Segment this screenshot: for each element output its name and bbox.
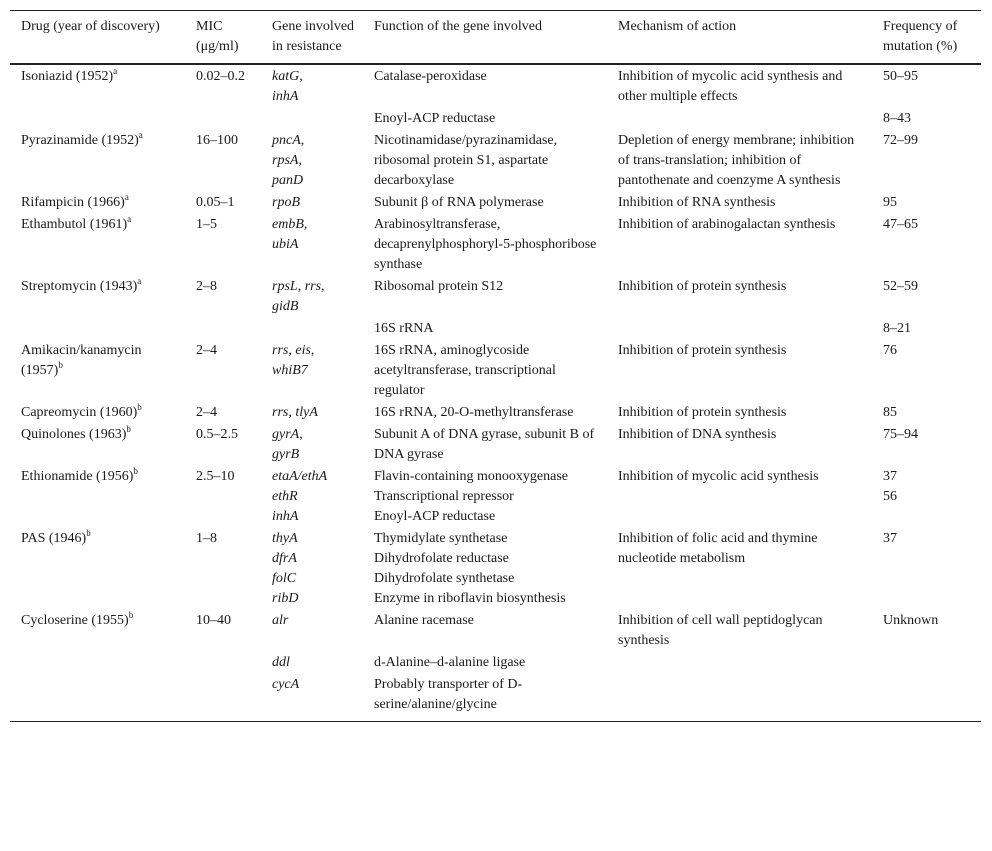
cell-gene [261,651,363,673]
gene-line [272,193,357,213]
cell-mechanism [607,673,872,722]
table-row [10,423,981,465]
cell-frequency: 8–43 [883,111,911,126]
gene-name: rrs [272,343,289,358]
drug-footnote-marker: b [133,466,138,476]
cell-drug [10,423,185,465]
cell-frequency: 52–59 [883,279,918,294]
gene-name: dfrA [272,551,297,566]
cell-frequency: 47–65 [883,217,918,232]
cell-frequency: 37 [883,531,897,546]
table-row [10,465,981,527]
drug-name: Streptomycin (1943) [21,279,138,294]
drug-footnote-marker: b [137,402,142,412]
gene-line: rpsA, [272,153,302,168]
cell-frequency: Unknown [883,613,939,628]
drug-name: Pyrazinamide (1952) [21,133,139,148]
cell-mechanism: Depletion of energy membrane; inhibition of trans-translation; inhibition of pantothenate and coenzyme A synthesis [618,133,855,188]
drug-name: Ethambutol (1961) [21,217,128,232]
cell-mic: 2–4 [196,343,217,358]
cell-frequency [872,651,981,673]
cell-mechanism: Inhibition of protein synthesis [618,405,787,420]
cell-mechanism: Inhibition of DNA synthesis [618,427,777,442]
table-row [10,191,981,213]
cell-gene [261,673,363,722]
gene-name: folC [272,571,297,586]
drug-name: Quinolones (1963) [21,427,127,442]
gene-name: rpsA [272,153,299,168]
drug-name: Amikacin/kanamycin (1957) [21,343,142,378]
cell-drug [10,191,185,213]
cell-function: Catalase-peroxidase [374,69,487,84]
gene-name: ethR [272,489,298,504]
cell-drug [10,673,185,722]
gene-name: rpsL [272,279,298,294]
table-row [10,317,981,339]
function-line: Dihydrofolate synthetase [374,571,515,586]
gene-line: pncA, [272,133,305,148]
cell-gene [261,339,363,401]
cell-mechanism: Inhibition of arabinogalactan synthesis [618,217,836,232]
gene-name: gyrB [272,447,300,462]
cell-drug [10,213,185,275]
cell-drug [10,527,185,609]
cell-mechanism: Inhibition of mycolic acid synthesis [618,469,819,484]
drug-footnote-marker: a [124,192,129,202]
header-frequency: Frequency of mutation (%) [872,11,981,65]
cell-mechanism [607,317,872,339]
cell-mic: 2–8 [196,279,217,294]
cell-frequency: 75–94 [883,427,918,442]
cell-function: 16S rRNA [374,321,434,336]
drug-footnote-marker: a [138,130,143,140]
table-row [10,673,981,722]
cell-function: 16S rRNA, 20-O-methyltransferase [374,405,574,420]
cell-mechanism: Inhibition of protein synthesis [618,343,787,358]
cell-function: Probably transporter of D-serine/alanine/glycine [363,673,607,722]
function-line: Thymidylate synthetase [374,531,508,546]
table-row [10,339,981,401]
drug-resistance-table [10,10,981,722]
cell-mic: 0.02–0.2 [196,69,245,84]
gene-name: rrs [304,279,322,294]
gene-name: thyA [272,531,298,546]
cell-frequency [872,465,981,527]
cell-drug [10,339,185,401]
gene-line [272,611,357,631]
cell-gene [261,191,363,213]
gene-name: pncA [272,133,301,148]
gene-line: katG, [272,69,303,84]
cell-function [363,527,607,609]
cell-gene [261,401,363,423]
gene-name: rpoB [272,195,300,210]
drug-footnote-marker: a [113,66,118,76]
drug-name: PAS (1946) [21,531,87,546]
table-row [10,275,981,317]
gene-line: eis, [295,343,315,358]
function-line: Dihydrofolate reductase [374,551,509,566]
header-drug: Drug (year of discovery) [10,11,185,65]
cell-frequency: 8–21 [883,321,911,336]
function-line: Flavin-containing monooxygenase [374,469,569,484]
gene-line [272,529,357,549]
gene-name: gidB [272,299,299,314]
cell-mic: 16–100 [196,133,238,148]
gene-line: rpsL, [272,279,305,294]
cell-gene [261,527,363,609]
cell-function: 16S rRNA, aminoglycoside acetyltransferase, transcriptional regulator [374,343,556,398]
table-row [10,213,981,275]
gene-line: rrs, [304,279,325,294]
cell-gene [261,107,363,129]
cell-mic: 1–5 [196,217,217,232]
gene-name: ribD [272,591,299,606]
gene-line [272,675,357,695]
gene-name: rrs [272,405,289,420]
gene-line [272,235,357,255]
function-line: Enzyme in riboflavin biosynthesis [374,591,566,606]
gene-name: gyrA [272,427,300,442]
gene-line [272,297,357,317]
table-row [10,609,981,651]
cell-gene [261,275,363,317]
cell-frequency [872,673,981,722]
gene-name: cycA [272,677,300,692]
gene-name: embB [272,217,304,232]
drug-resistance-table-container [10,10,981,722]
cell-mechanism: Inhibition of folic acid and thymine nucleotide metabolism [618,531,818,566]
cell-mechanism: Inhibition of mycolic acid synthesis and other multiple effects [618,69,843,104]
table-row [10,527,981,609]
cell-drug [10,317,185,339]
table-row [10,64,981,107]
header-row [10,11,981,65]
cell-mechanism: Inhibition of protein synthesis [618,279,787,294]
gene-name: tlyA [295,405,318,420]
frequency-line: 56 [883,489,897,504]
cell-drug [10,129,185,191]
cell-mic: 10–40 [196,613,231,628]
cell-drug [10,651,185,673]
cell-mic: 2.5–10 [196,469,235,484]
cell-mechanism [607,107,872,129]
gene-name: katG [272,69,300,84]
table-row [10,651,981,673]
cell-gene [261,609,363,651]
drug-footnote-marker: a [137,276,142,286]
drug-name: Cycloserine (1955) [21,613,129,628]
table-row [10,107,981,129]
function-line: Enoyl-ACP reductase [374,509,496,524]
header-mechanism: Mechanism of action [607,11,872,65]
gene-line: rrs, [272,343,296,358]
drug-footnote-marker: b [126,424,131,434]
gene-line: embB, [272,217,308,232]
drug-footnote-marker: b [128,610,134,620]
gene-name: whiB7 [272,363,308,378]
cell-mic: 0.5–2.5 [196,427,238,442]
cell-drug [10,609,185,651]
cell-function: Ribosomal protein S12 [374,279,504,294]
gene-line [272,653,357,673]
gene-line [272,361,357,381]
table-body [10,64,981,722]
cell-function [363,465,607,527]
cell-frequency: 76 [883,343,897,358]
cell-function: Arabinosyltransferase, decaprenylphosphoryl-5-phosphoribose synthase [374,217,597,272]
gene-line [272,589,357,609]
cell-mechanism [607,651,872,673]
gene-line [272,445,357,465]
cell-function: Subunit A of DNA gyrase, subunit B of DNA gyrase [374,427,595,462]
gene-name: eis [295,343,311,358]
gene-line [272,569,357,589]
gene-name: alr [272,613,289,628]
cell-gene [261,213,363,275]
gene-line [295,405,318,420]
gene-name: etaA/ethA [272,469,328,484]
gene-name: ubiA [272,237,299,252]
gene-line [272,549,357,569]
cell-mic: 2–4 [196,405,217,420]
header-mic: MIC (μg/ml) [185,11,261,65]
cell-drug [10,401,185,423]
cell-frequency: 72–99 [883,133,918,148]
cell-gene [261,423,363,465]
cell-drug [10,64,185,107]
cell-function: Enoyl-ACP reductase [374,111,496,126]
gene-line [272,87,357,107]
cell-drug [10,107,185,129]
cell-mechanism: Inhibition of cell wall peptidoglycan synthesis [618,613,823,648]
drug-name: Isoniazid (1952) [21,69,114,84]
cell-gene [261,317,363,339]
table-row [10,401,981,423]
cell-drug [10,275,185,317]
cell-frequency: 95 [883,195,897,210]
cell-mic [185,651,261,673]
gene-line: gyrA, [272,427,303,442]
table-row [10,129,981,191]
drug-footnote-marker: b [86,528,91,538]
cell-mic [185,317,261,339]
gene-name: inhA [272,89,299,104]
cell-function: d-Alanine–d-alanine ligase [374,655,526,670]
gene-name: ddl [272,655,290,670]
cell-frequency: 85 [883,405,897,420]
gene-line [272,487,357,507]
drug-name: Capreomycin (1960) [21,405,138,420]
frequency-line: 37 [883,469,897,484]
cell-mic [185,673,261,722]
gene-line [272,171,357,191]
cell-gene [261,129,363,191]
gene-name: inhA [272,509,299,524]
gene-name: panD [272,173,304,188]
drug-footnote-marker: a [127,214,132,224]
cell-mic [185,107,261,129]
cell-gene [261,465,363,527]
drug-name: Rifampicin (1966) [21,195,125,210]
function-line: Transcriptional repressor [374,489,514,504]
cell-frequency: 50–95 [883,69,918,84]
cell-mic: 1–8 [196,531,217,546]
drug-name: Ethionamide (1956) [21,469,134,484]
cell-gene [261,64,363,107]
table-header [10,11,981,65]
drug-footnote-marker: b [58,360,63,370]
gene-line [272,507,357,527]
gene-line [272,467,357,487]
cell-mic: 0.05–1 [196,195,235,210]
cell-mechanism: Inhibition of RNA synthesis [618,195,776,210]
header-gene: Gene involved in resistance [261,11,363,65]
cell-function: Subunit β of RNA polymerase [374,195,544,210]
gene-line: rrs, [272,405,296,420]
cell-function: Alanine racemase [374,613,474,628]
cell-drug [10,465,185,527]
cell-function: Nicotinamidase/pyrazinamidase, ribosomal protein S1, aspartate decarboxylase [374,133,558,188]
header-function: Function of the gene involved [363,11,607,65]
